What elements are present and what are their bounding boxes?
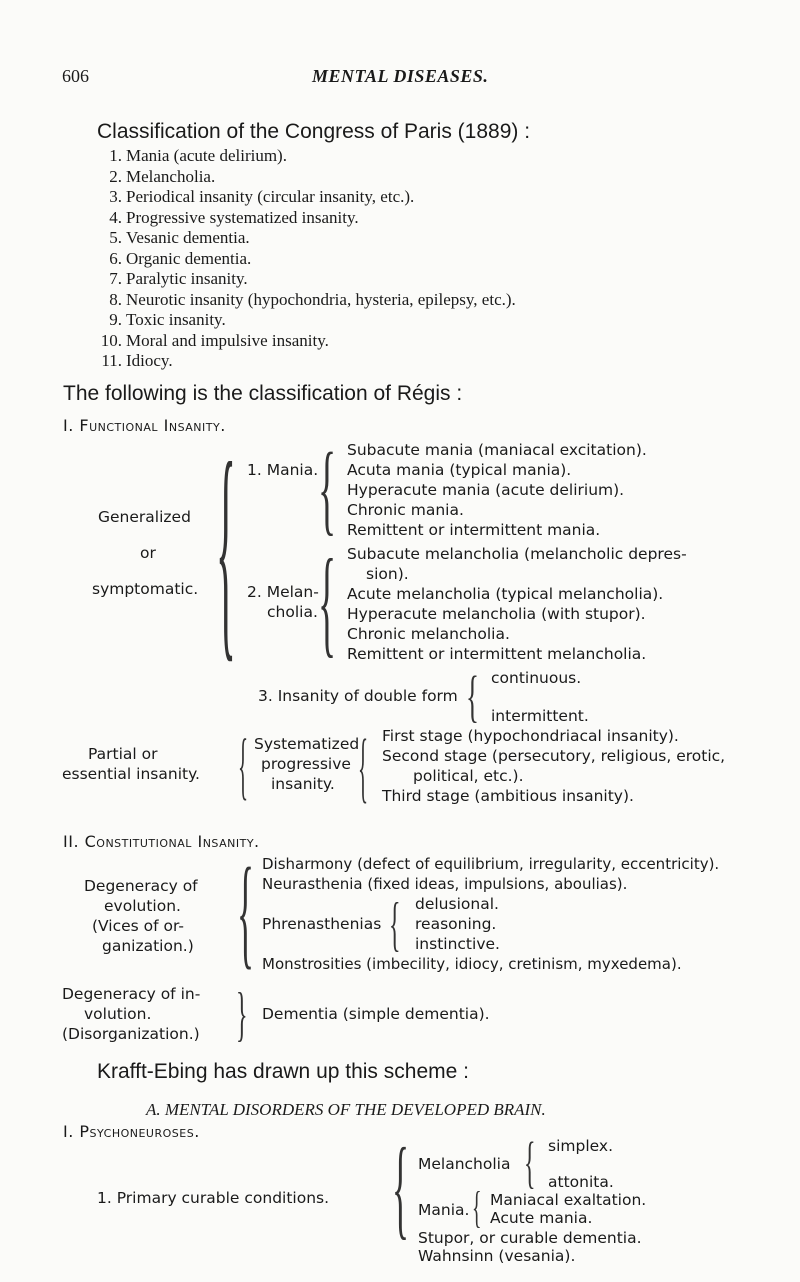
- mania-label: 1. Mania.: [247, 461, 319, 479]
- mania-label-k: Mania.: [418, 1201, 470, 1219]
- list-item: Second stage (persecutory, religious, erotic,: [382, 747, 726, 765]
- systematized-label-3: insanity.: [271, 775, 335, 793]
- psychoneuroses-heading: I. Psychoneuroses.: [63, 1122, 200, 1141]
- list-item-number: 3.: [109, 187, 122, 206]
- regis-intro: The following is the classification of Régis :: [63, 382, 463, 405]
- monstrosities-text: Monstrosities (imbecility, idiocy, cretinism, myxedema).: [262, 955, 682, 973]
- brace-evolution: {: [237, 842, 254, 981]
- krafft-heading-text: A. MENTAL DISORDERS OF THE DEVELOPED BRAIN.: [146, 1100, 546, 1119]
- list-item-number: 4.: [109, 207, 122, 227]
- involution-label-1: Degeneracy of in-: [62, 985, 201, 1003]
- brace-generalized: {: [216, 413, 236, 683]
- brace-involution: }: [236, 981, 248, 1047]
- involution-label-3: (Disorganization.): [62, 1025, 200, 1043]
- evolution-label-1: Degeneracy of: [84, 877, 198, 895]
- generalized-label: Generalized: [98, 508, 191, 526]
- double-intermittent: intermittent.: [491, 707, 589, 725]
- list-item: sion).: [366, 565, 409, 583]
- brace-melancholia: {: [318, 534, 337, 669]
- partial-label-2: essential insanity.: [62, 765, 200, 783]
- list-item-number: 6.: [109, 248, 122, 268]
- list-item: Mania (acute delirium).: [126, 146, 287, 165]
- running-title: MENTAL DISEASES.: [312, 66, 489, 86]
- systematized-label-1: Systematized: [254, 735, 360, 753]
- partial-label-1: Partial or: [88, 745, 158, 763]
- evolution-label-4: ganization.): [102, 937, 194, 955]
- list-item: Vesanic dementia.: [126, 228, 250, 247]
- dementia-text: Dementia (simple dementia).: [262, 1005, 490, 1023]
- list-item: Remittent or intermittent mania.: [347, 521, 601, 539]
- list-item: First stage (hypochondriacal insanity).: [382, 727, 679, 745]
- list-item: Organic dementia.: [126, 248, 252, 268]
- list-item: Idiocy.: [126, 351, 173, 370]
- melancholia-label: Melancholia: [418, 1155, 511, 1173]
- phrenasthenias-label: Phrenasthenias: [262, 915, 382, 933]
- paris-title: Classification of the Congress of Paris (1889) :: [97, 120, 531, 143]
- involution-label-2: volution.: [84, 1005, 152, 1023]
- phren-delusional: delusional.: [415, 895, 499, 913]
- list-item-number: 2.: [109, 166, 122, 186]
- phren-reasoning: reasoning.: [415, 915, 497, 933]
- primary-conditions: 1. Primary curable conditions.: [97, 1189, 330, 1207]
- list-item: Subacute melancholia (melancholic depres-: [347, 545, 687, 563]
- brace-melancholia-k: {: [524, 1131, 536, 1194]
- double-continuous: continuous.: [491, 669, 582, 687]
- melancholia-attonita: attonita.: [548, 1173, 614, 1191]
- krafft-heading-a: [146, 1100, 546, 1120]
- page-number: 606: [62, 66, 89, 86]
- list-item: Chronic melancholia.: [347, 625, 510, 643]
- stupor-text: Stupor, or curable dementia.: [418, 1229, 642, 1247]
- krafft-intro: Krafft-Ebing has drawn up this scheme :: [97, 1060, 469, 1083]
- list-item: Acuta mania (typical mania).: [347, 461, 572, 479]
- brace-stages: {: [358, 724, 369, 810]
- section-2-heading: II. Constitutional Insanity.: [63, 832, 260, 851]
- list-item: Hyperacute melancholia (with stupor).: [347, 605, 646, 623]
- double-form-label: 3. Insanity of double form: [258, 687, 458, 705]
- list-item: Toxic insanity.: [126, 310, 226, 329]
- or-label: or: [140, 544, 156, 562]
- list-item: Acute melancholia (typical melancholia).: [347, 585, 664, 603]
- list-item: Periodical insanity (circular insanity, etc.).: [126, 187, 415, 206]
- maniacal-exaltation: Maniacal exaltation.: [490, 1191, 647, 1209]
- melancholia-simplex: simplex.: [548, 1137, 613, 1155]
- list-item: Hyperacute mania (acute delirium).: [347, 481, 625, 499]
- list-item: Moral and impulsive insanity.: [126, 330, 329, 350]
- list-item-number: 11.: [101, 351, 122, 370]
- list-item-number: 7.: [109, 269, 122, 288]
- melan-label-2: cholia.: [267, 603, 318, 621]
- list-item: Progressive systematized insanity.: [126, 207, 359, 227]
- symptomatic-label: symptomatic.: [92, 580, 199, 598]
- brace-mania: {: [318, 431, 337, 545]
- list-item: Melancholia.: [126, 166, 216, 186]
- acute-mania: Acute mania.: [490, 1209, 593, 1227]
- brace-double-form: {: [466, 665, 479, 728]
- disharmony-text: Disharmony (defect of equilibrium, irregularity, eccentricity).: [262, 855, 720, 873]
- brace-partial: {: [238, 724, 249, 807]
- list-item: Chronic mania.: [347, 501, 464, 519]
- list-item-number: 8.: [109, 289, 122, 309]
- evolution-label-2: evolution.: [104, 897, 181, 915]
- melan-label-1: 2. Melan-: [247, 583, 319, 601]
- list-item: Third stage (ambitious insanity).: [382, 787, 634, 805]
- list-item-number: 5.: [109, 228, 122, 247]
- evolution-label-3: (Vices of or-: [92, 917, 185, 935]
- brace-phrenasthenias: {: [389, 891, 401, 957]
- list-item: Remittent or intermittent melancholia.: [347, 645, 647, 663]
- section-1-heading: I. Functional Insanity.: [63, 416, 226, 435]
- wahnsinn-text: Wahnsinn (vesania).: [418, 1247, 576, 1265]
- phren-instinctive: instinctive.: [415, 935, 500, 953]
- neurasthenia-text: Neurasthenia (fixed ideas, impulsions, aboulias).: [262, 875, 628, 893]
- list-item-number: 9.: [109, 310, 122, 329]
- brace-mania-k: {: [472, 1183, 482, 1232]
- systematized-label-2: progressive: [261, 755, 351, 773]
- list-item: Neurotic insanity (hypochondria, hysteria, epilepsy, etc.).: [126, 289, 516, 309]
- brace-primary: {: [392, 1125, 409, 1250]
- list-item: political, etc.).: [413, 767, 524, 785]
- list-item-number: 1.: [109, 146, 122, 165]
- list-item-number: 10.: [100, 330, 122, 350]
- list-item: Paralytic insanity.: [126, 269, 248, 288]
- list-item: Subacute mania (maniacal excitation).: [347, 441, 647, 459]
